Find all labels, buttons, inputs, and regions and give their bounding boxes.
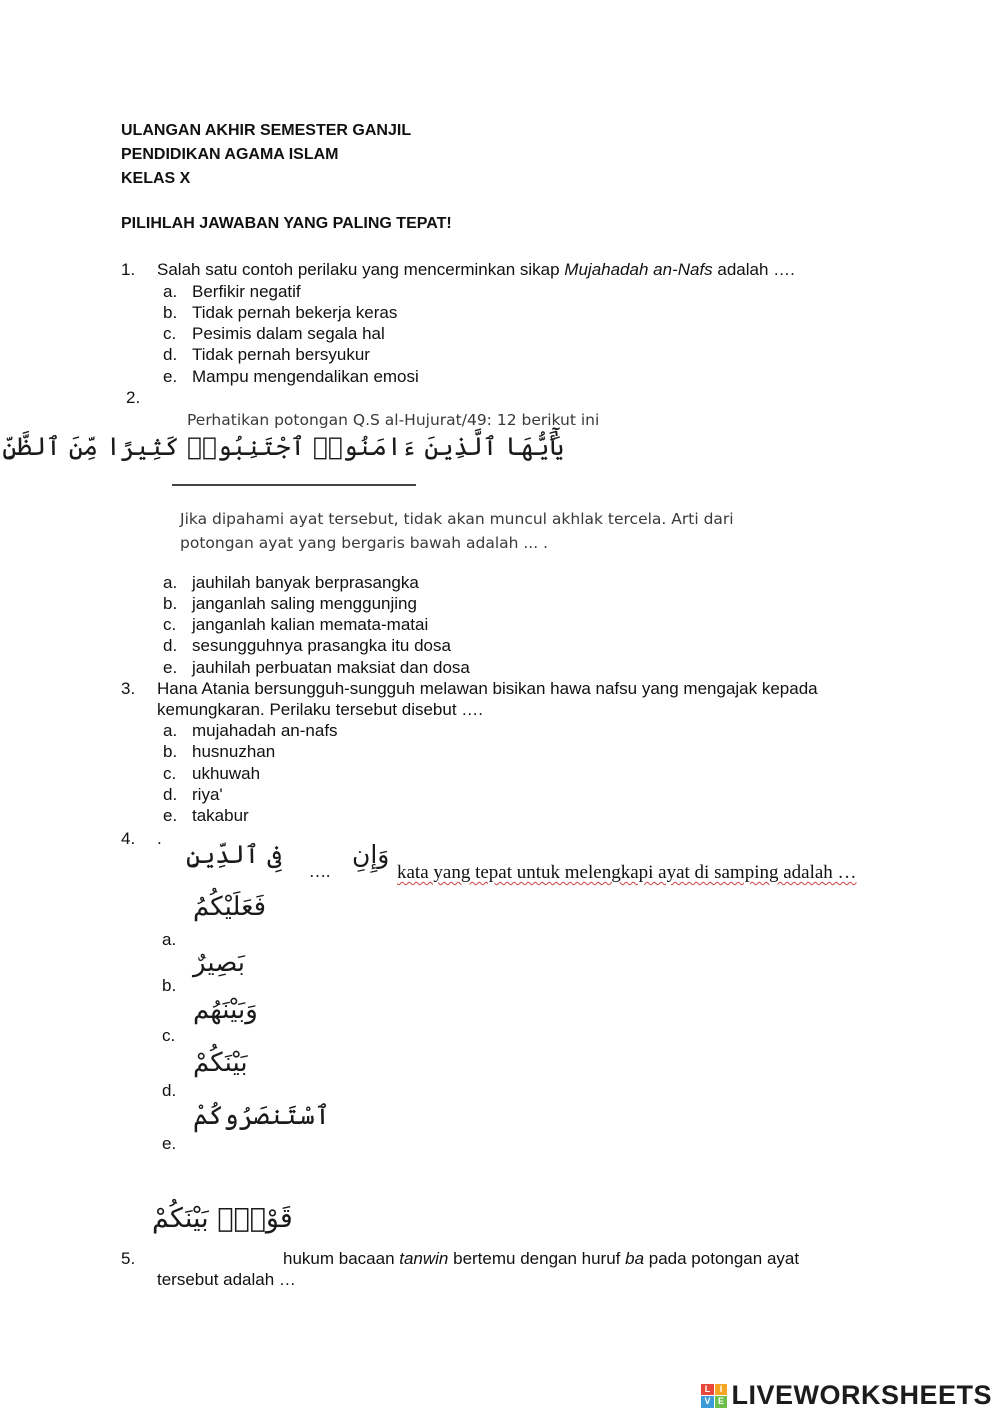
q2-option-d[interactable]: sesungguhnya prasangka itu dosa xyxy=(192,636,451,655)
class-label: KELAS X xyxy=(121,170,191,187)
q3-option-a-letter[interactable]: a. xyxy=(163,721,178,740)
q2-arabic-verse: يَٰٓأَيُّهَا ٱلَّذِينَ ءَامَنُوا۟ ٱجْتَنِبُوا۟ كَثِيرًا مِّنَ ٱلظَّنِّ xyxy=(2,432,564,461)
brand-name: LIVEWORKSHEETS xyxy=(731,1380,992,1410)
q2-verse-underline xyxy=(172,484,416,486)
q4-option-c-letter[interactable]: c. xyxy=(162,1026,176,1045)
q2-option-d-letter[interactable]: d. xyxy=(163,636,178,655)
q3-option-d-letter[interactable]: d. xyxy=(163,785,178,804)
q2-option-a[interactable]: jauhilah banyak berprasangka xyxy=(192,573,419,592)
q4-arabic-right: وَإِنِ xyxy=(352,840,390,869)
question-5-text-line-1: hukum bacaan tanwin bertemu dengan huruf ba pada potongan ayat xyxy=(283,1249,800,1268)
q2-option-e-letter[interactable]: e. xyxy=(163,658,178,677)
liveworksheets-brand xyxy=(701,1380,992,1411)
q1-option-c-letter[interactable]: c. xyxy=(163,324,177,343)
exam-title: ULANGAN AKHIR SEMESTER GANJIL xyxy=(121,122,412,139)
q1-option-a-letter[interactable]: a. xyxy=(163,282,178,301)
q2-option-b[interactable]: janganlah saling menggunjing xyxy=(192,594,417,613)
q1-option-b-letter[interactable]: b. xyxy=(163,303,178,322)
q2-image-text-1: Jika dipahami ayat tersebut, tidak akan muncul akhlak tercela. Arti dari xyxy=(180,510,734,528)
q3-option-e-letter[interactable]: e. xyxy=(163,806,178,825)
question-4-dot: . xyxy=(157,829,162,848)
q1-option-e[interactable]: Mampu mengendalikan emosi xyxy=(192,367,419,386)
question-1-number: 1. xyxy=(121,260,136,279)
q2-image-title: Perhatikan potongan Q.S al-Hujurat/49: 12 berikut ini xyxy=(187,411,600,429)
q4-option-c[interactable]: وَبَيْنَهُم xyxy=(193,995,258,1025)
q3-option-b-letter[interactable]: b. xyxy=(163,742,178,761)
q1-option-d[interactable]: Tidak pernah bersyukur xyxy=(192,345,370,364)
logo-letter-l: L xyxy=(701,1384,714,1396)
q4-option-b[interactable]: بَصِيرٌ xyxy=(193,948,245,978)
question-3-text-line-2: kemungkaran. Perilaku tersebut disebut …. xyxy=(157,700,484,719)
q4-option-d[interactable]: بَيْنَكُمْ xyxy=(193,1048,248,1078)
q1-option-b[interactable]: Tidak pernah bekerja keras xyxy=(192,303,398,322)
logo-letter-e: E xyxy=(715,1396,728,1408)
q2-option-c-letter[interactable]: c. xyxy=(163,615,177,634)
q3-option-e[interactable]: takabur xyxy=(192,806,249,825)
q4-option-e[interactable]: ٱسْتَنصَرُوكُمْ xyxy=(193,1101,331,1131)
q4-option-e-letter[interactable]: e. xyxy=(162,1134,177,1153)
q2-option-b-letter[interactable]: b. xyxy=(163,594,178,613)
q2-image-text-2: potongan ayat yang bergaris bawah adalah ... . xyxy=(180,534,549,552)
q4-option-a-letter[interactable]: a. xyxy=(162,930,177,949)
question-2-number: 2. xyxy=(126,388,141,407)
question-5-number: 5. xyxy=(121,1249,136,1268)
q1-option-d-letter[interactable]: d. xyxy=(163,345,178,364)
q4-option-b-letter[interactable]: b. xyxy=(162,976,177,995)
q2-option-c[interactable]: janganlah kalian memata-matai xyxy=(192,615,429,634)
logo-letter-v: V xyxy=(701,1396,714,1408)
question-3-number: 3. xyxy=(121,679,136,698)
q4-blank-dots: …. xyxy=(309,862,331,881)
q1-option-e-letter[interactable]: e. xyxy=(163,367,178,386)
q3-option-c-letter[interactable]: c. xyxy=(163,764,177,783)
logo-letter-i: I xyxy=(715,1384,728,1396)
q2-option-a-letter[interactable]: a. xyxy=(163,573,178,592)
q2-option-e[interactable]: jauhilah perbuatan maksiat dan dosa xyxy=(192,658,470,677)
question-1-text: Salah satu contoh perilaku yang mencerminkan sikap Mujahadah an-Nafs adalah …. xyxy=(157,260,795,279)
q1-option-c[interactable]: Pesimis dalam segala hal xyxy=(192,324,385,343)
q1-option-a[interactable]: Berfikir negatif xyxy=(192,282,301,301)
liveworksheets-logo-icon xyxy=(701,1384,727,1408)
question-4-text: kata yang tepat untuk melengkapi ayat di samping adalah … xyxy=(397,862,857,883)
instruction: PILIHLAH JAWABAN YANG PALING TEPAT! xyxy=(121,215,452,232)
subject-title: PENDIDIKAN AGAMA ISLAM xyxy=(121,146,339,163)
q3-option-b[interactable]: husnuzhan xyxy=(192,742,276,761)
question-4-number: 4. xyxy=(121,829,136,848)
q3-option-d[interactable]: riya' xyxy=(192,785,223,804)
q4-arabic-left: فِى ٱلدِّينِ xyxy=(186,840,282,869)
question-5-text-line-2: tersebut adalah … xyxy=(157,1270,296,1289)
q5-arabic: قَوْمٍۭ بَيْنَكُمْ xyxy=(152,1203,293,1234)
question-3-text-line-1: Hana Atania bersungguh-sungguh melawan bisikan hawa nafsu yang mengajak kepada xyxy=(157,679,818,698)
q3-option-a[interactable]: mujahadah an-nafs xyxy=(192,721,338,740)
q4-option-d-letter[interactable]: d. xyxy=(162,1081,177,1100)
q3-option-c[interactable]: ukhuwah xyxy=(192,764,261,783)
q4-option-a[interactable]: فَعَلَيْكُمُ xyxy=(193,892,267,922)
